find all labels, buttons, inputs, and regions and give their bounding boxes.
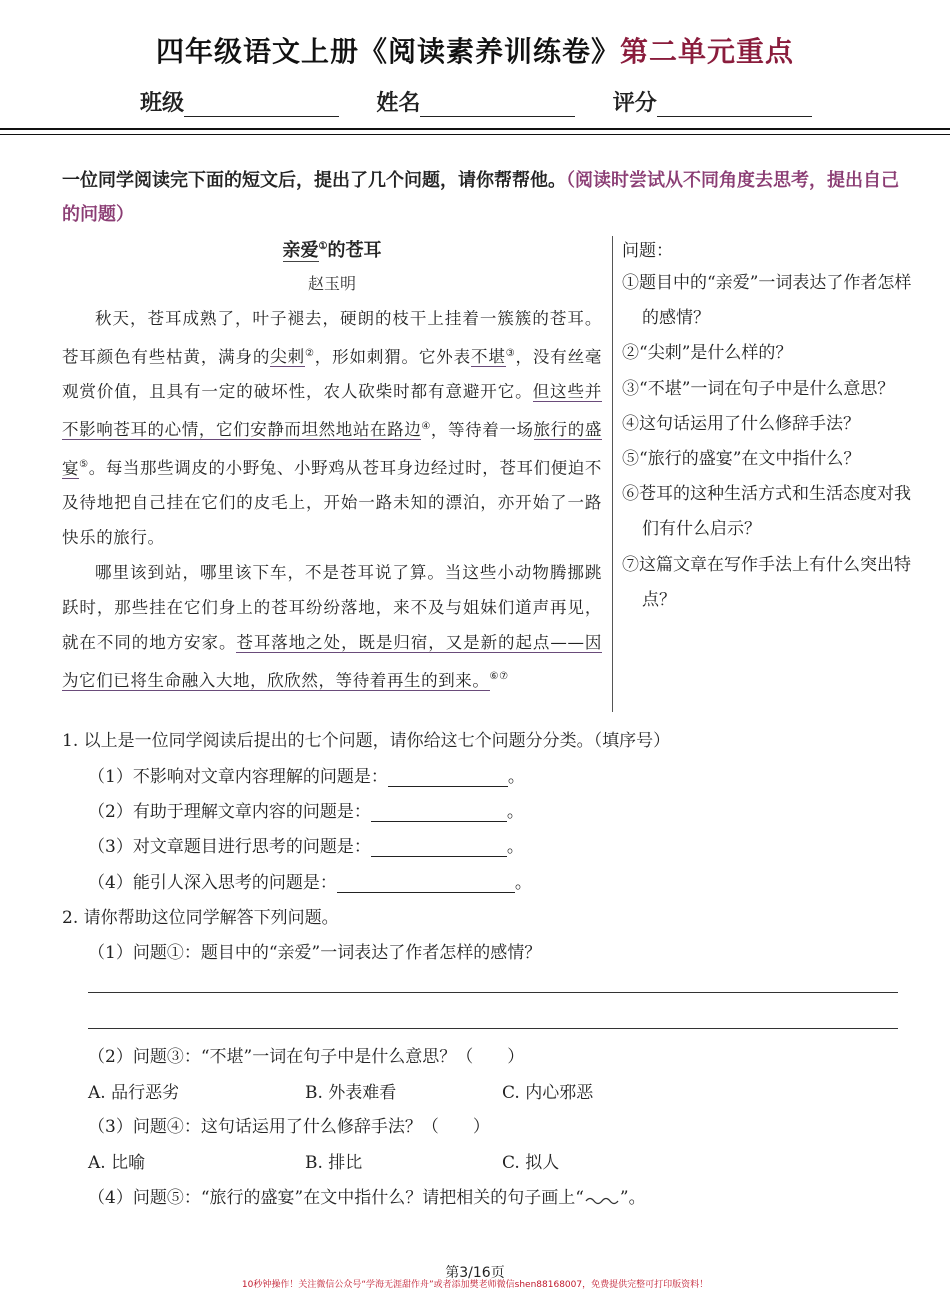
question-item: ③“不堪”一词在句子中是什么意思？ [622,378,895,399]
class-label: 班级 [140,91,185,116]
instruction-hint: （阅读时尝试从不同角度去思考，提出自己的问题） [62,170,899,225]
question-item: ②“尖刺”是什么样的？ [622,343,793,364]
name-field[interactable] [420,92,575,117]
instruction-text: 一位同学阅读完下面的短文后，提出了几个问题，请你帮帮他。 [62,170,566,191]
task-2-1: （1）问题①：题目中的“亲爱”一词表达了作者怎样的感情？ [88,943,542,963]
term-shengyan: 旅行的盛宴 [62,420,602,478]
footer-note: 10秒钟操作！关注微信公众号“学海无涯甜作舟”或者添加樊老师微信shen88168007，免费提供完整可打印版资料！ [241,1280,709,1290]
student-info-line [140,86,812,117]
passage-title-rest: 的苍耳 [327,240,382,261]
sentence-67: 苍耳落地之处，既是归宿，又是新的起点——因为它们已将生命融入大地，欣欣然，等待着再生的到来。 [62,632,603,690]
option-b[interactable]: B. 排比 [305,1153,363,1173]
questions-list [622,266,912,618]
page-title [0,30,950,70]
title-sub: 第二单元重点 [620,35,795,68]
answer-line[interactable] [88,1028,898,1029]
task-1-4: （4）能引人深入思考的问题是： 。 [88,873,532,893]
task-1-2: （2）有助于理解文章内容的问题是： 。 [88,802,524,822]
questions-heading: 问题： [622,241,673,261]
passage-paragraph-1: 秋天，苍耳成熟了，叶子褪去，硬朗的枝干上挂着一簇簇的苍耳。苍耳颜色有些枯黄，满身的尖刺②，形如刺猬。它外表不堪③，没有丝毫观赏价值，且具有一定的破坏性，农人砍柴时都有意避开它。但这些并不影响苍耳的心情，它们安静而坦然地站在路边④，等待着一场旅行的盛宴⑤。每当那些调皮的小野兔、小野鸡从苍耳身边经过时，苍耳们便迫不及待地把自己挂在它们的皮毛上，开始一路未知的漂泊，亦开始了一路快乐的旅行。 [62,309,603,548]
task-2: 2. 请你帮助这位同学解答下列问题。 [62,908,339,928]
wavy-line-icon [584,1193,620,1205]
column-divider [612,236,613,712]
passage-paragraph-2: 哪里该到站，哪里该下车，不是苍耳说了算。当这些小动物腾挪跳跃时，那些挂在它们身上的苍耳纷纷落地，来不及与姐妹们道声再见，就在不同的地方安家。苍耳落地之处，既是归宿，又是新的起点——因为它们已将生命融入大地，欣欣然，等待着再生的到来。⑥⑦ [62,563,603,690]
option-a[interactable]: A. 品行恶劣 [88,1083,180,1103]
passage-author: 赵玉明 [307,274,356,293]
question-item: ①题目中的“亲爱”一词表达了作者怎样的感情？ [622,273,912,329]
header-rule-thin [0,134,950,135]
question-item: ⑥苍耳的这种生活方式和生活态度对我们有什么启示？ [622,484,911,540]
task-2-4: （4）问题⑤：“旅行的盛宴”在文中指什么？请把相关的句子画上“ ”。 [88,1188,646,1208]
task-1-1: （1）不影响对文章内容理解的问题是： 。 [88,767,525,787]
passage-title [62,236,602,262]
answer-blank[interactable] [371,836,507,857]
score-label: 评分 [612,91,657,116]
task-2-2: （2）问题③：“不堪”一词在句子中是什么意思？（ ） [88,1047,525,1067]
class-field[interactable] [184,92,339,117]
task-1: 1. 以上是一位同学阅读后提出的七个问题，请你给这七个问题分分类。（填序号） [62,731,671,751]
footnote-mark: ① [318,241,328,252]
passage-title-word: 亲爱 [282,240,319,261]
header-rule-thick [0,128,950,130]
question-item: ⑦这篇文章在写作手法上有什么突出特点？ [622,554,911,610]
question-item: ④这句话运用了什么修辞手法？ [622,413,860,434]
option-a[interactable]: A. 比喻 [88,1153,146,1173]
option-b[interactable]: B. 外表难看 [305,1083,397,1103]
page-number: 第3/16页 [445,1265,505,1281]
title-main: 四年级语文上册《阅读素养训练卷》 [155,35,620,68]
task-2-3: （3）问题④：这句话运用了什么修辞手法？（ ） [88,1117,490,1137]
term-jianci: 尖刺 [270,347,305,367]
instruction [62,164,907,232]
score-field[interactable] [657,92,812,117]
answer-blank[interactable] [388,766,508,787]
name-label: 姓名 [376,91,421,116]
task-1-3: （3）对文章题目进行思考的问题是： 。 [88,837,524,857]
sentence-4: 但这些并不影响苍耳的心情，它们安静而坦然地站在路边 [62,382,602,440]
answer-blank[interactable] [371,801,507,822]
option-c[interactable]: C. 内心邪恶 [502,1083,594,1103]
term-bukan: 不堪 [470,347,506,367]
option-c[interactable]: C. 拟人 [502,1153,560,1173]
answer-line[interactable] [88,992,898,993]
passage-body [62,302,602,699]
answer-blank[interactable] [337,872,515,893]
question-item: ⑤“旅行的盛宴”在文中指什么？ [622,449,861,470]
